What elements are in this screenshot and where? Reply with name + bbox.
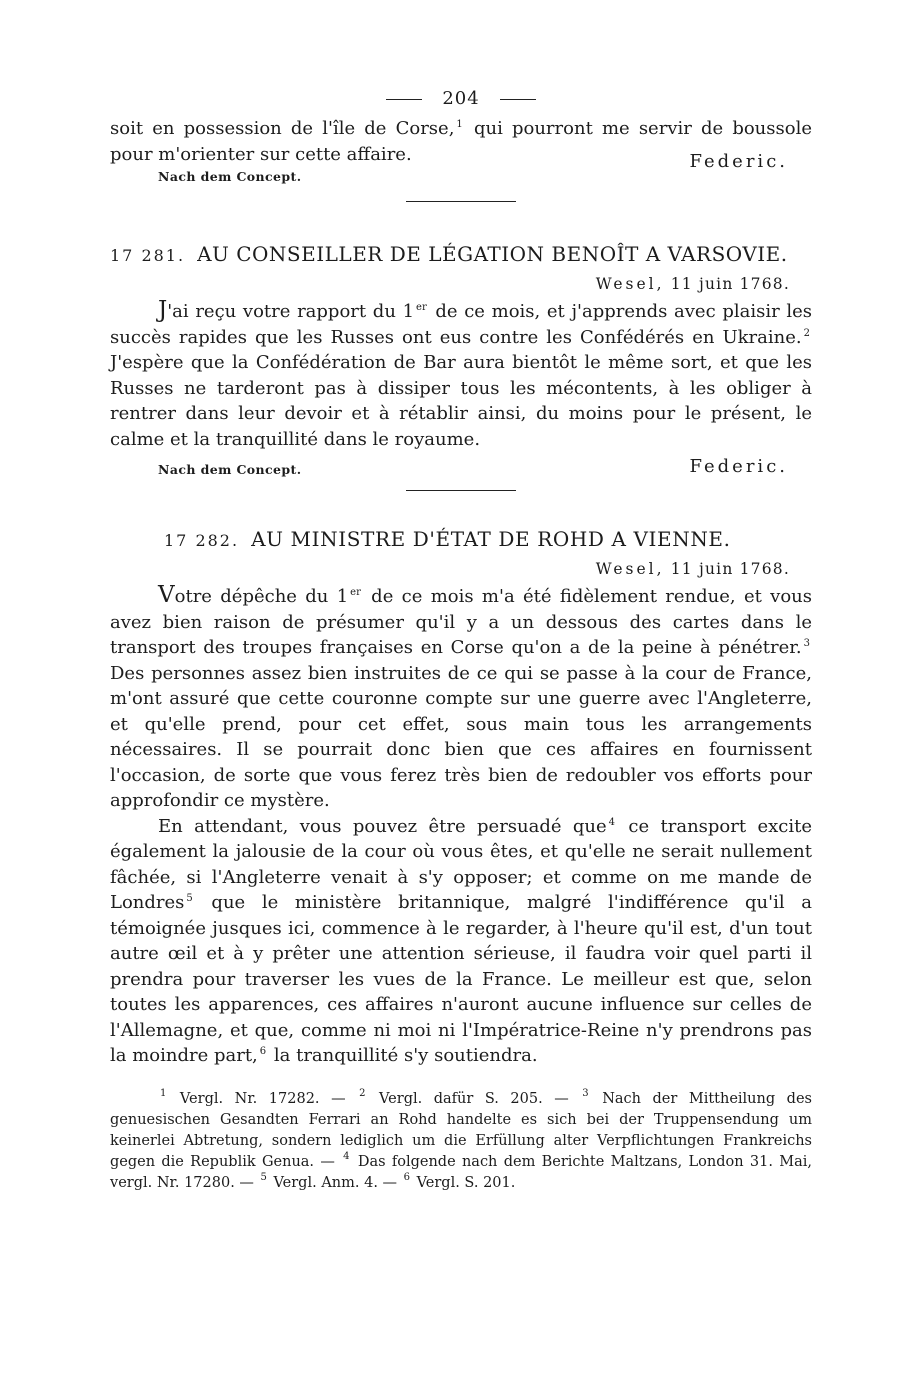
- carryover-text-end: qui pourront me servir de boussole pour m'orienter sur cette affaire.: [110, 118, 812, 165]
- drop-cap: V: [158, 582, 175, 608]
- source-note: Nach dem Concept.: [158, 462, 302, 477]
- letter-number: 17 281.: [110, 246, 186, 265]
- letter-title: AU MINISTRE D'ÉTAT DE ROHD A VIENNE.: [251, 527, 731, 551]
- dateline: [110, 555, 812, 583]
- body-text: de ce mois, et j'apprends avec plaisir les succès rapides que les Russes ont eus contre les Confédérés en Ukraine.: [110, 301, 812, 348]
- body-text: En attendant, vous pouvez être persuadé que: [158, 815, 607, 837]
- dateline-place: Wesel,: [595, 275, 665, 293]
- signature-row: [110, 454, 812, 484]
- book-page: [110, 84, 812, 1194]
- footnote-text: Vergl. dafür S. 205. —: [367, 1090, 581, 1107]
- footnote-mark: 2: [359, 1087, 366, 1099]
- letter-number: 17 282.: [164, 531, 240, 550]
- footnote-text: Nach der Mittheilung des genuesischen Gesandten Ferrari an Rohd handelte es sich bei der Truppensendung um keinerlei Abtretung, sondern lediglich um die Erfüllung alter Verpflichtungen Frankreichs gegen die Republik Genua. —: [110, 1090, 812, 1170]
- section-separator: [406, 201, 516, 202]
- note-ref: 2: [803, 327, 810, 339]
- page-number: 204: [442, 88, 480, 109]
- body-text: J'espère que la Confédération de Bar aura bientôt le même sort, et que les Russes ne tarderont pas à dissiper tous les mécontents, à les obliger à rentrer dans leur devoir et à rétablir ainsi, du moins pour le présent, le calme et la tranquillité dans le royaume.: [110, 352, 812, 450]
- section-separator: [406, 490, 516, 491]
- letter-heading: [110, 527, 812, 551]
- body-text: que le ministère britannique, malgré l'indifférence qu'il a témoignée jusques ici, commence à le regarder, à l'heure qu'il est, d'un tout autre œil et à y prêter une attention sérieuse, il faudra voir quel parti il prendra pour traverser les vues de la France. Le meilleur est que, selon toutes les apparences, ces affaires n'auront aucune influence sur celles de l'Allemagne, et que, comme ni moi ni l'Impératrice-Reine n'y prendrons pas la moindre part,: [110, 892, 812, 1066]
- footnote-block: [110, 1089, 812, 1194]
- body-text: Des personnes assez bien instruites de ce qui se passe à la cour de France, m'ont assuré que cette couronne compte sur une guerre avec l'Angleterre, et qu'elle prend, pour cet effet, sous main tous les arrangements nécessaires. Il se pourrait donc bien que ces affaires en fournissent l'occasion, de sorte que vous ferez très bien de redoubler vos efforts pour approfondir ce mystère.: [110, 662, 812, 811]
- body-text: la tranquillité s'y soutiendra.: [268, 1045, 538, 1066]
- note-ref: 5: [186, 893, 193, 904]
- header-rule-left: [386, 99, 422, 100]
- body-text: otre dépêche du 1: [174, 586, 349, 607]
- footnote-mark: 1: [160, 1087, 167, 1099]
- signature: Federic.: [689, 151, 788, 172]
- drop-cap: J: [158, 297, 168, 323]
- letter-body: [110, 583, 812, 814]
- header-rule-right: [500, 99, 536, 100]
- dateline: [110, 270, 812, 298]
- footnotes: [110, 1089, 812, 1194]
- body-text: de ce mois m'a été fidèlement rendue, et vous avez bien raison de présumer qu'il y a un dessous des cartes dans le transport des troupes françaises en Corse qu'on a de la peine à pénétrer.: [110, 586, 812, 658]
- letter-title: AU CONSEILLER DE LÉGATION BENOÎT A VARSOVIE.: [197, 242, 788, 266]
- body-text: 'ai reçu votre rapport du 1: [167, 301, 415, 322]
- dateline-place: Wesel,: [595, 560, 665, 578]
- footnote-text: Vergl. S. 201.: [412, 1174, 516, 1191]
- body-text: ce transport excite également la jalousie de la cour où vous êtes, et qu'elle ne serait nullement fâchée, si l'Angleterre venait à s'y opposer; et comme on me mande de Londres: [110, 815, 812, 913]
- footnote-mark: 5: [260, 1171, 267, 1183]
- footnote-mark: 4: [343, 1150, 350, 1162]
- page-header: [110, 84, 812, 114]
- signature: Federic.: [689, 456, 788, 477]
- note-ref: 3: [803, 638, 810, 649]
- letter-heading: [110, 242, 812, 266]
- letter-body: [110, 814, 812, 1069]
- footnote-mark: 3: [582, 1087, 589, 1099]
- signature-row: [110, 145, 812, 191]
- note-ref: 4: [608, 816, 616, 828]
- footnote-text: Das folgende nach dem Berichte Maltzans, London 31. Mai, vergl. Nr. 17280. —: [110, 1153, 812, 1191]
- footnote-text: Vergl. Nr. 17282. —: [168, 1090, 358, 1107]
- footnote-mark: 6: [403, 1171, 411, 1183]
- letter-body: [110, 298, 812, 452]
- superscript: er: [416, 302, 427, 313]
- carryover-text: soit en possession de l'île de Corse,: [110, 118, 455, 139]
- note-ref: 6: [259, 1046, 267, 1057]
- footnote-text: Vergl. Anm. 4. —: [268, 1174, 402, 1191]
- note-ref: 1: [456, 119, 463, 130]
- dateline-date: 11 juin 1768.: [670, 560, 790, 578]
- superscript: er: [350, 587, 361, 598]
- source-note: Nach dem Concept.: [158, 169, 302, 184]
- dateline-date: 11 juin 1768.: [670, 275, 790, 293]
